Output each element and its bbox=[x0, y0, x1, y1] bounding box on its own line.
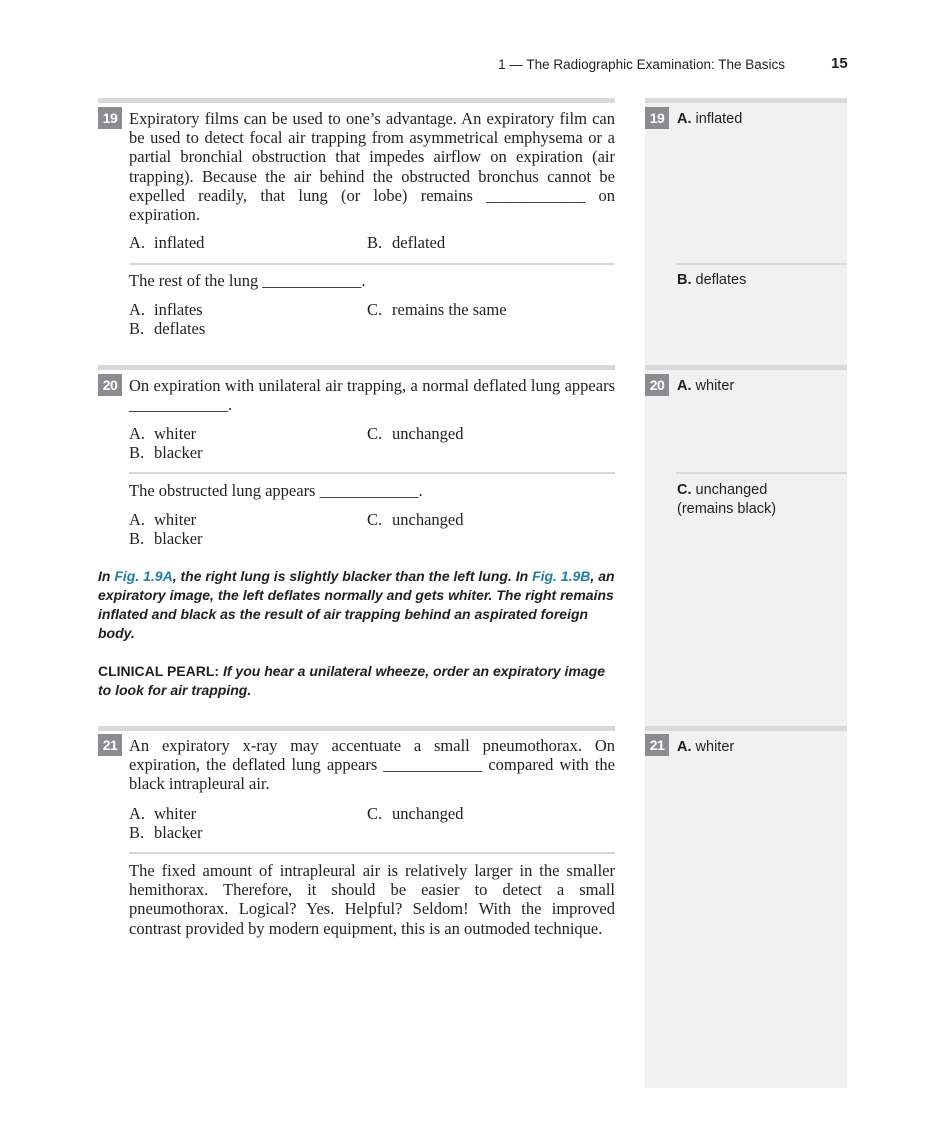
answer-column-20 bbox=[645, 370, 847, 726]
answer-letter: A. bbox=[677, 739, 692, 755]
answer-column-19 bbox=[645, 103, 847, 365]
option-text: inflates bbox=[154, 300, 203, 319]
answer-letter: A. bbox=[677, 111, 692, 127]
option-19-b bbox=[367, 233, 445, 252]
option-20-c bbox=[367, 424, 463, 443]
option-text: unchanged bbox=[392, 804, 464, 823]
answer-19-part2 bbox=[677, 271, 746, 290]
figure-note bbox=[98, 567, 617, 643]
question-21-explanation: The fixed amount of intrapleural air is relatively larger in the smaller hemithorax. Therefore, it should be easier to detect a small pneumothorax. Logical? Yes. Helpful? Seldom! With the improved contrast provided by modern equipment, this is an outmoded technique. bbox=[129, 861, 615, 938]
question-20-part2-text: The obstructed lung appears ____________. bbox=[129, 481, 423, 500]
option-letter: B. bbox=[129, 319, 145, 338]
option-text: deflates bbox=[154, 319, 206, 338]
option-letter: A. bbox=[129, 424, 146, 443]
page-header bbox=[0, 55, 929, 75]
answer-number-19: 19 bbox=[645, 107, 669, 129]
answer-divider bbox=[645, 726, 847, 731]
option-20-b bbox=[129, 443, 203, 462]
note-text: , the right lung is slightly blacker than the left lung. In bbox=[172, 568, 533, 584]
question-19-part2-text: The rest of the lung ____________. bbox=[129, 271, 366, 290]
option-20b-a bbox=[129, 510, 196, 529]
question-20-text: On expiration with unilateral air trapping, a normal deflated lung appears ____________. bbox=[129, 376, 615, 415]
page-number: 15 bbox=[831, 55, 848, 72]
option-text: blacker bbox=[154, 529, 203, 548]
option-letter: C. bbox=[367, 300, 383, 319]
option-letter: B. bbox=[129, 529, 145, 548]
option-letter: A. bbox=[129, 510, 146, 529]
answer-20-part1 bbox=[677, 377, 734, 396]
answer-letter: B. bbox=[677, 272, 692, 288]
subquestion-divider bbox=[129, 263, 615, 265]
question-number-19: 19 bbox=[98, 107, 122, 129]
answer-subdivider bbox=[676, 472, 847, 474]
question-divider bbox=[98, 726, 615, 731]
option-text: whiter bbox=[154, 804, 197, 823]
answer-number-20: 20 bbox=[645, 374, 669, 396]
option-letter: B. bbox=[129, 443, 145, 462]
note-text: In bbox=[98, 568, 115, 584]
answer-column-21 bbox=[645, 731, 847, 1088]
question-number-20: 20 bbox=[98, 374, 122, 396]
subquestion-divider bbox=[129, 852, 615, 854]
answer-text: unchanged (remains black) bbox=[677, 482, 777, 517]
option-19b-b bbox=[129, 319, 205, 338]
answer-20-part2 bbox=[677, 481, 827, 519]
option-letter: C. bbox=[367, 804, 383, 823]
option-19-a bbox=[129, 233, 204, 252]
answer-text: whiter bbox=[695, 378, 735, 394]
answer-subdivider bbox=[676, 263, 847, 265]
question-divider bbox=[98, 365, 615, 370]
option-letter: A. bbox=[129, 300, 146, 319]
answer-text: inflated bbox=[695, 111, 743, 127]
question-21-text: An expiratory x-ray may accentuate a small pneumothorax. On expiration, the deflated lung appears ____________ compared with the black intrapleural air. bbox=[129, 736, 615, 794]
option-20b-b bbox=[129, 529, 203, 548]
question-number-21: 21 bbox=[98, 734, 122, 756]
answer-number-21: 21 bbox=[645, 734, 669, 756]
clinical-pearl bbox=[98, 662, 617, 700]
answer-text: deflates bbox=[695, 272, 747, 288]
option-letter: A. bbox=[129, 233, 146, 252]
option-text: deflated bbox=[392, 233, 446, 252]
clinical-pearl-label: CLINICAL PEARL: bbox=[98, 663, 220, 679]
answer-divider bbox=[645, 98, 847, 103]
answer-text: whiter bbox=[695, 739, 735, 755]
answer-letter: A. bbox=[677, 378, 692, 394]
option-20b-c bbox=[367, 510, 463, 529]
option-text: unchanged bbox=[392, 424, 464, 443]
question-19-text: Expiratory films can be used to one’s advantage. An expiratory film can be used to detect focal air trapping from asymmetrical emphysema or a partial bronchial obstruction that impedes airflow on expiration (air trapping). Because the air behind the obstructed bronchus cannot be expelled readily, that lung (or lobe) remains ____________ on expiration. bbox=[129, 109, 615, 225]
option-text: whiter bbox=[154, 424, 197, 443]
answer-21-part1 bbox=[677, 738, 734, 757]
note-text: , an expiratory image, the left deflates normally and gets whiter. The right remains inflated and black as the result of air trapping behind an aspirated foreign body. bbox=[98, 568, 615, 641]
option-21-b bbox=[129, 823, 203, 842]
option-text: remains the same bbox=[392, 300, 507, 319]
option-text: unchanged bbox=[392, 510, 464, 529]
answer-19-part1 bbox=[677, 110, 742, 129]
option-20-a bbox=[129, 424, 196, 443]
option-letter: C. bbox=[367, 424, 383, 443]
option-letter: A. bbox=[129, 804, 146, 823]
option-text: whiter bbox=[154, 510, 197, 529]
figure-link-1-9a[interactable]: Fig. 1.9A bbox=[114, 568, 173, 584]
option-text: blacker bbox=[154, 443, 203, 462]
option-letter: C. bbox=[367, 510, 383, 529]
option-19b-c bbox=[367, 300, 507, 319]
option-19b-a bbox=[129, 300, 203, 319]
answer-divider bbox=[645, 365, 847, 370]
option-text: blacker bbox=[154, 823, 203, 842]
answer-letter: C. bbox=[677, 482, 692, 498]
option-text: inflated bbox=[154, 233, 205, 252]
option-letter: B. bbox=[129, 823, 145, 842]
option-21-c bbox=[367, 804, 463, 823]
option-letter: B. bbox=[367, 233, 383, 252]
running-head: 1 — The Radiographic Examination: The Basics bbox=[498, 57, 785, 72]
subquestion-divider bbox=[129, 472, 615, 474]
option-21-a bbox=[129, 804, 196, 823]
figure-link-1-9b[interactable]: Fig. 1.9B bbox=[532, 568, 591, 584]
question-divider bbox=[98, 98, 615, 103]
clinical-pearl-text: If you hear a unilateral wheeze, order an expiratory image to look for air trapping. bbox=[98, 663, 605, 698]
